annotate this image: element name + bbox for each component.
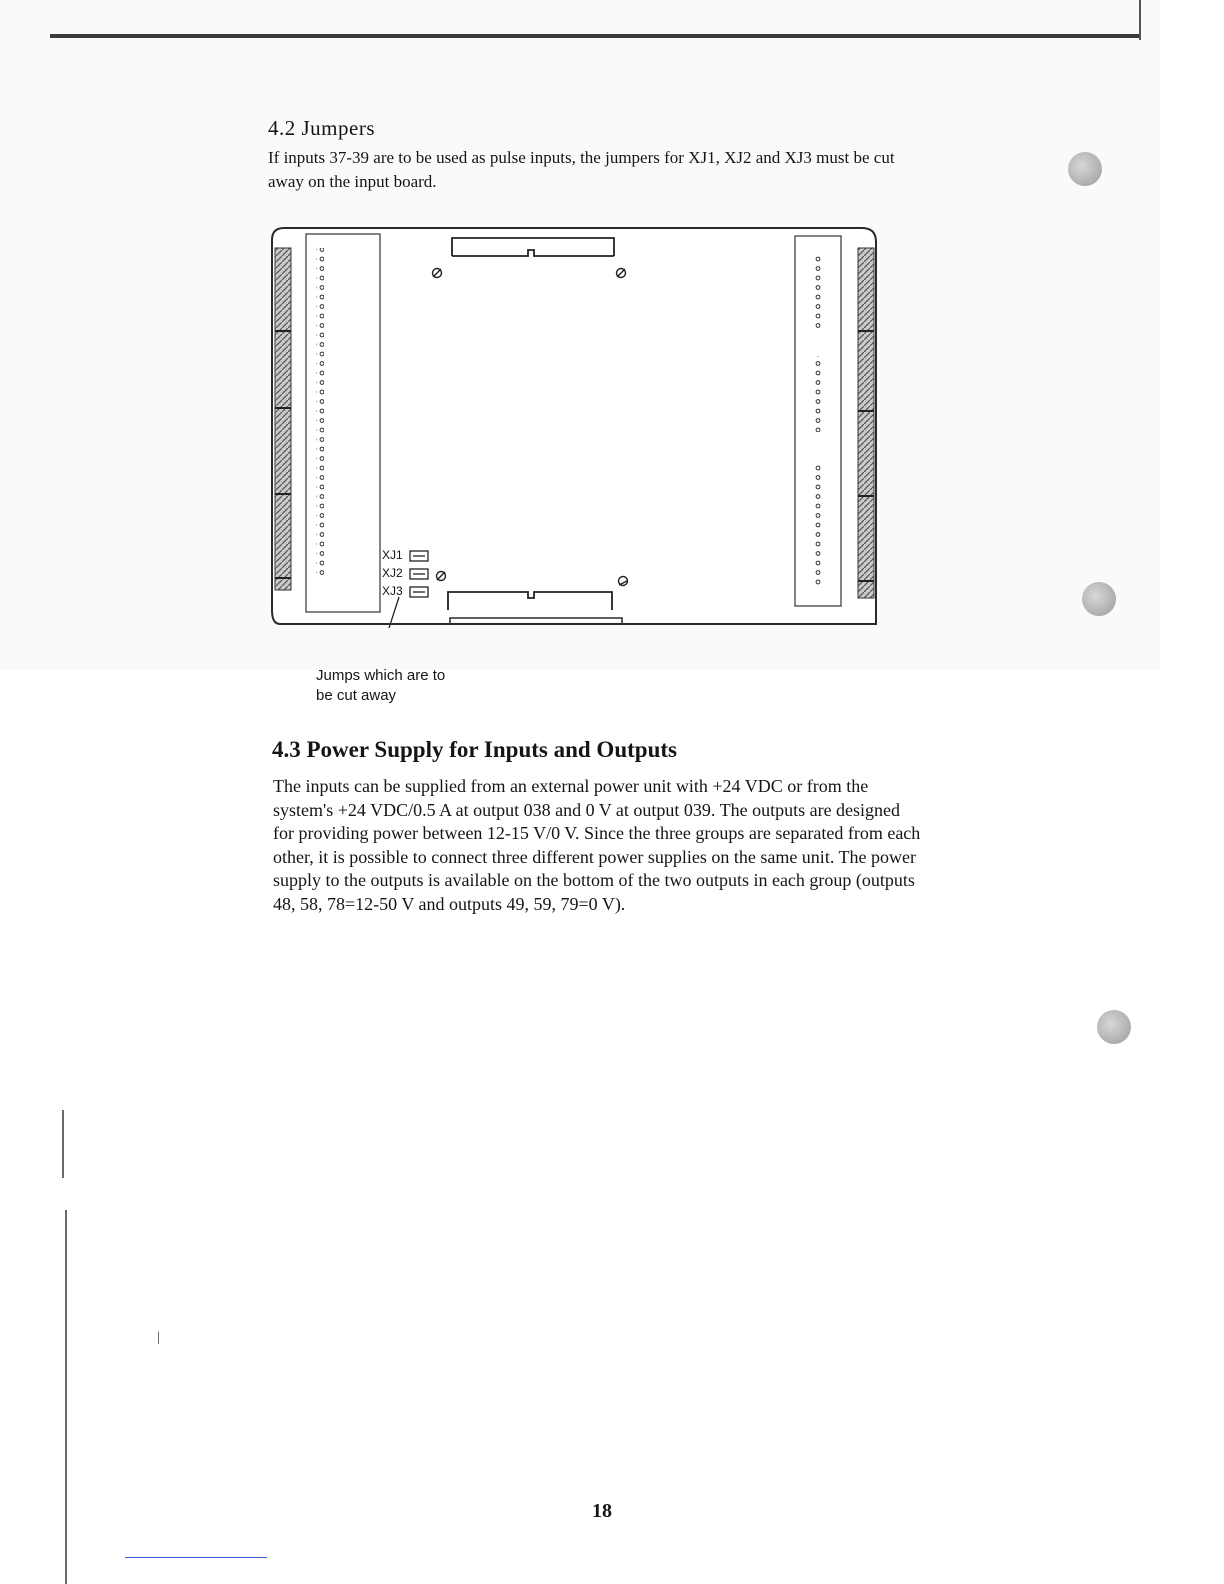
jumper-label-xj3: XJ3 bbox=[382, 584, 403, 598]
binder-hole-icon bbox=[1097, 1010, 1131, 1044]
jumpers-paragraph: If inputs 37-39 are to be used as pulse inputs, the jumpers for XJ1, XJ2 and XJ3 must be cut away on the input board. bbox=[268, 148, 895, 191]
page-number: 18 bbox=[592, 1500, 612, 1522]
power-supply-paragraph: The inputs can be supplied from an external power unit with +24 VDC or from the system's +24 VDC/0.5 A at output 038 and 0 V at output 039. The outputs are designed for providing power between 12-15 V/0 V. Since the three groups are separated from each other, it is possible to connect three different power supplies on the same unit. The power supply to the outputs is available on the bottom of the two outputs in each group (outputs 48, 58, 78=12-50 V and outputs 49, 59, 79=0 V). bbox=[273, 776, 921, 914]
jumpers-heading: 4.2 Jumpers bbox=[268, 116, 375, 140]
footnote-rule bbox=[125, 1557, 267, 1558]
input-board-diagram bbox=[270, 226, 885, 628]
top-rule bbox=[50, 34, 1140, 38]
board-drawing bbox=[270, 226, 885, 628]
left-margin-rule bbox=[65, 1210, 67, 1584]
figure-callout bbox=[316, 666, 516, 706]
power-supply-heading: 4.3 Power Supply for Inputs and Outputs bbox=[272, 737, 677, 762]
right-edge-mark bbox=[1139, 0, 1141, 40]
left-margin-rule bbox=[62, 1110, 64, 1178]
binder-hole-icon bbox=[1082, 582, 1116, 616]
right-terminal-strip bbox=[858, 248, 874, 598]
jumper-label-xj2: XJ2 bbox=[382, 566, 403, 580]
scan-speck: | bbox=[157, 1330, 160, 1345]
jumper-label-xj1: XJ1 bbox=[382, 548, 403, 562]
binder-hole-icon bbox=[1068, 152, 1102, 186]
left-terminal-strip bbox=[275, 248, 291, 590]
callout-line-2: be cut away bbox=[316, 687, 397, 704]
callout-line-1: Jumps which are to bbox=[316, 667, 446, 684]
